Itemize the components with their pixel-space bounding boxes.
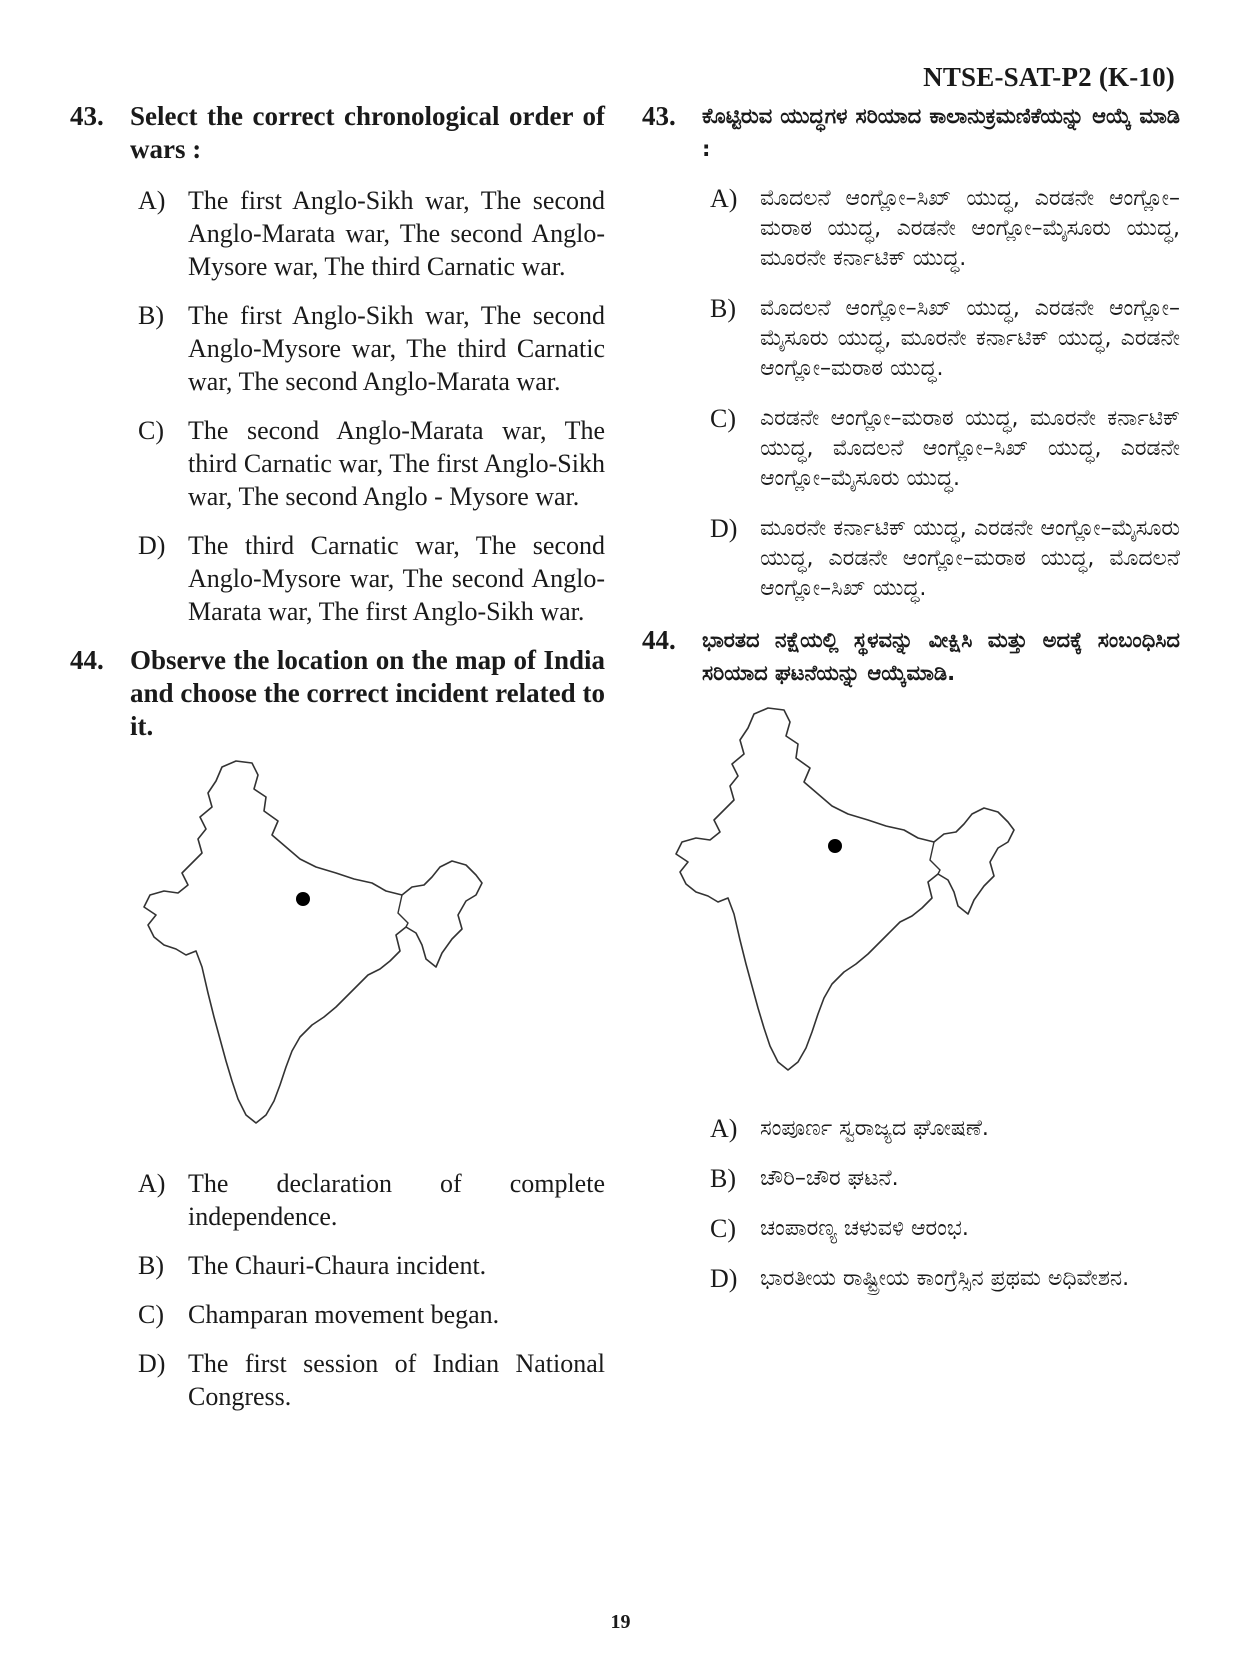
option-letter: B)	[710, 294, 736, 323]
option-c[interactable]	[710, 1214, 1180, 1244]
india-map-outline	[672, 702, 1052, 1092]
option-b[interactable]	[710, 1164, 1180, 1194]
option-d[interactable]	[710, 1264, 1180, 1294]
india-outline	[676, 708, 1014, 1070]
option-letter: A)	[710, 1114, 738, 1143]
option-d[interactable]	[138, 529, 605, 628]
option-text: ಭಾರತೀಯ ರಾಷ್ಟ್ರೀಯ ಕಾಂಗ್ರೆಸ್ಸಿನ ಪ್ರಥಮ ಅಧಿವೇಶನ.	[760, 1266, 1130, 1291]
option-text: ಸಂಪೂರ್ಣ ಸ್ವರಾಜ್ಯದ ಘೋಷಣೆ.	[760, 1116, 989, 1141]
option-text: The first session of Indian National Congress.	[188, 1349, 605, 1411]
border-line	[398, 895, 408, 927]
paper-code: NTSE-SAT-P2 (K-10)	[923, 62, 1175, 92]
option-letter: C)	[710, 1214, 736, 1243]
option-a[interactable]	[138, 184, 605, 283]
option-text: The declaration of complete independence.	[188, 1169, 605, 1231]
option-c[interactable]	[138, 414, 605, 513]
option-letter: B)	[138, 301, 164, 330]
option-letter: D)	[138, 1349, 166, 1378]
question-text: Select the correct chronological order of wars :	[130, 101, 605, 164]
question-44	[70, 644, 605, 743]
option-text: ಮೊದಲನೆ ಆಂಗ್ಲೋ–ಸಿಖ್ ಯುದ್ಧ, ಎರಡನೇ ಆಂಗ್ಲೋ–ಮೈಸೂರು ಯುದ್ಧ, ಮೂರನೇ ಕರ್ನಾಟಿಕ್ ಯುದ್ಧ, ಎರಡನೇ ಆಂಗ್ಲೋ–ಮರಾಠ ಯುದ್ಧ.	[760, 296, 1180, 381]
option-letter: D)	[710, 514, 738, 543]
question-43	[70, 100, 605, 166]
q44-options	[138, 1167, 605, 1413]
question-number: 43.	[642, 101, 676, 131]
option-d[interactable]	[710, 514, 1180, 604]
option-text: The second Anglo-Marata war, The third Carnatic war, The first Anglo-Sikh war, The second Anglo - Mysore war.	[188, 416, 605, 511]
option-text: The first Anglo-Sikh war, The second Anglo-Mysore war, The third Carnatic war, The second Anglo-Marata war.	[188, 301, 605, 396]
india-map-outline	[140, 755, 520, 1145]
question-number: 44.	[70, 645, 104, 675]
border-line	[930, 842, 940, 874]
q44-options	[710, 1114, 1180, 1294]
option-text: The third Carnatic war, The second Anglo-Mysore war, The second Anglo-Marata war, The first Anglo-Sikh war.	[188, 531, 605, 626]
option-text: ಚೌರಿ–ಚೌರ ಘಟನೆ.	[760, 1166, 899, 1191]
question-number: 44.	[642, 625, 676, 655]
option-text: ಮೊದಲನೆ ಆಂಗ್ಲೋ–ಸಿಖ್ ಯುದ್ಧ, ಎರಡನೇ ಆಂಗ್ಲೋ–ಮರಾಠ ಯುದ್ಧ, ಎರಡನೇ ಆಂಗ್ಲೋ–ಮೈಸೂರು ಯುದ್ಧ, ಮೂರನೇ ಕರ್ನಾಟಿಕ್ ಯುದ್ಧ.	[760, 186, 1180, 271]
option-letter: C)	[138, 1300, 164, 1329]
option-text: ಎರಡನೇ ಆಂಗ್ಲೋ–ಮರಾಠ ಯುದ್ಧ, ಮೂರನೇ ಕರ್ನಾಟಿಕ್ ಯುದ್ಧ, ಮೊದಲನೆ ಆಂಗ್ಲೋ–ಸಿಖ್ ಯುದ್ಧ, ಎರಡನೇ ಆಂಗ್ಲೋ–ಮೈಸೂರು ಯುದ್ಧ.	[760, 406, 1180, 491]
option-b[interactable]	[138, 299, 605, 398]
option-letter: D)	[138, 531, 166, 560]
india-map	[672, 702, 1052, 1092]
india-outline	[144, 761, 482, 1123]
option-text: Champaran movement began.	[188, 1300, 500, 1329]
option-letter: A)	[710, 184, 738, 213]
option-letter: B)	[710, 1164, 736, 1193]
english-column	[70, 100, 605, 1429]
option-c[interactable]	[138, 1298, 605, 1331]
option-text: The Chauri-Chaura incident.	[188, 1251, 487, 1280]
option-d[interactable]	[138, 1347, 605, 1413]
question-number: 43.	[70, 101, 104, 131]
option-text: ಮೂರನೇ ಕರ್ನಾಟಿಕ್ ಯುದ್ಧ, ಎರಡನೇ ಆಂಗ್ಲೋ–ಮೈಸೂರು ಯುದ್ಧ, ಎರಡನೇ ಆಂಗ್ಲೋ–ಮರಾಠ ಯುದ್ಧ, ಮೊದಲನೆ ಆಂಗ್ಲೋ–ಸಿಖ್ ಯುದ್ಧ.	[760, 516, 1180, 601]
question-text: ಕೊಟ್ಟಿರುವ ಯುದ್ಧಗಳ ಸರಿಯಾದ ಕಾಲಾನುಕ್ರಮಣಿಕೆಯನ್ನು ಆಯ್ಕೆ ಮಾಡಿ :	[702, 104, 1180, 161]
kannada-column	[642, 100, 1180, 1314]
option-letter: C)	[710, 404, 736, 433]
option-b[interactable]	[138, 1249, 605, 1282]
option-a[interactable]	[138, 1167, 605, 1233]
india-map	[140, 755, 520, 1145]
question-44	[642, 624, 1180, 690]
option-letter: A)	[138, 186, 166, 215]
question-text: Observe the location on the map of India and choose the correct incident related to it.	[130, 645, 605, 741]
option-letter: D)	[710, 1264, 738, 1293]
question-43	[642, 100, 1180, 166]
option-c[interactable]	[710, 404, 1180, 494]
page-number: 19	[610, 1611, 631, 1633]
q43-options	[138, 184, 605, 628]
option-letter: B)	[138, 1251, 164, 1280]
option-text: ಚಂಪಾರಣ್ಯ ಚಳುವಳಿ ಆರಂಭ.	[760, 1216, 969, 1241]
location-marker	[828, 839, 842, 853]
location-marker	[296, 892, 310, 906]
question-text: ಭಾರತದ ನಕ್ಷೆಯಲ್ಲಿ ಸ್ಥಳವನ್ನು ವೀಕ್ಷಿಸಿ ಮತ್ತು ಅದಕ್ಕೆ ಸಂಬಂಧಿಸಿದ ಸರಿಯಾದ ಘಟನೆಯನ್ನು ಆಯ್ಕೆಮಾಡಿ.	[702, 628, 1180, 685]
option-a[interactable]	[710, 1114, 1180, 1144]
option-b[interactable]	[710, 294, 1180, 384]
option-text: The first Anglo-Sikh war, The second Anglo-Marata war, The second Anglo-Mysore war, The third Carnatic war.	[188, 186, 605, 281]
option-letter: A)	[138, 1169, 166, 1198]
q43-options	[710, 184, 1180, 604]
option-letter: C)	[138, 416, 164, 445]
option-a[interactable]	[710, 184, 1180, 274]
